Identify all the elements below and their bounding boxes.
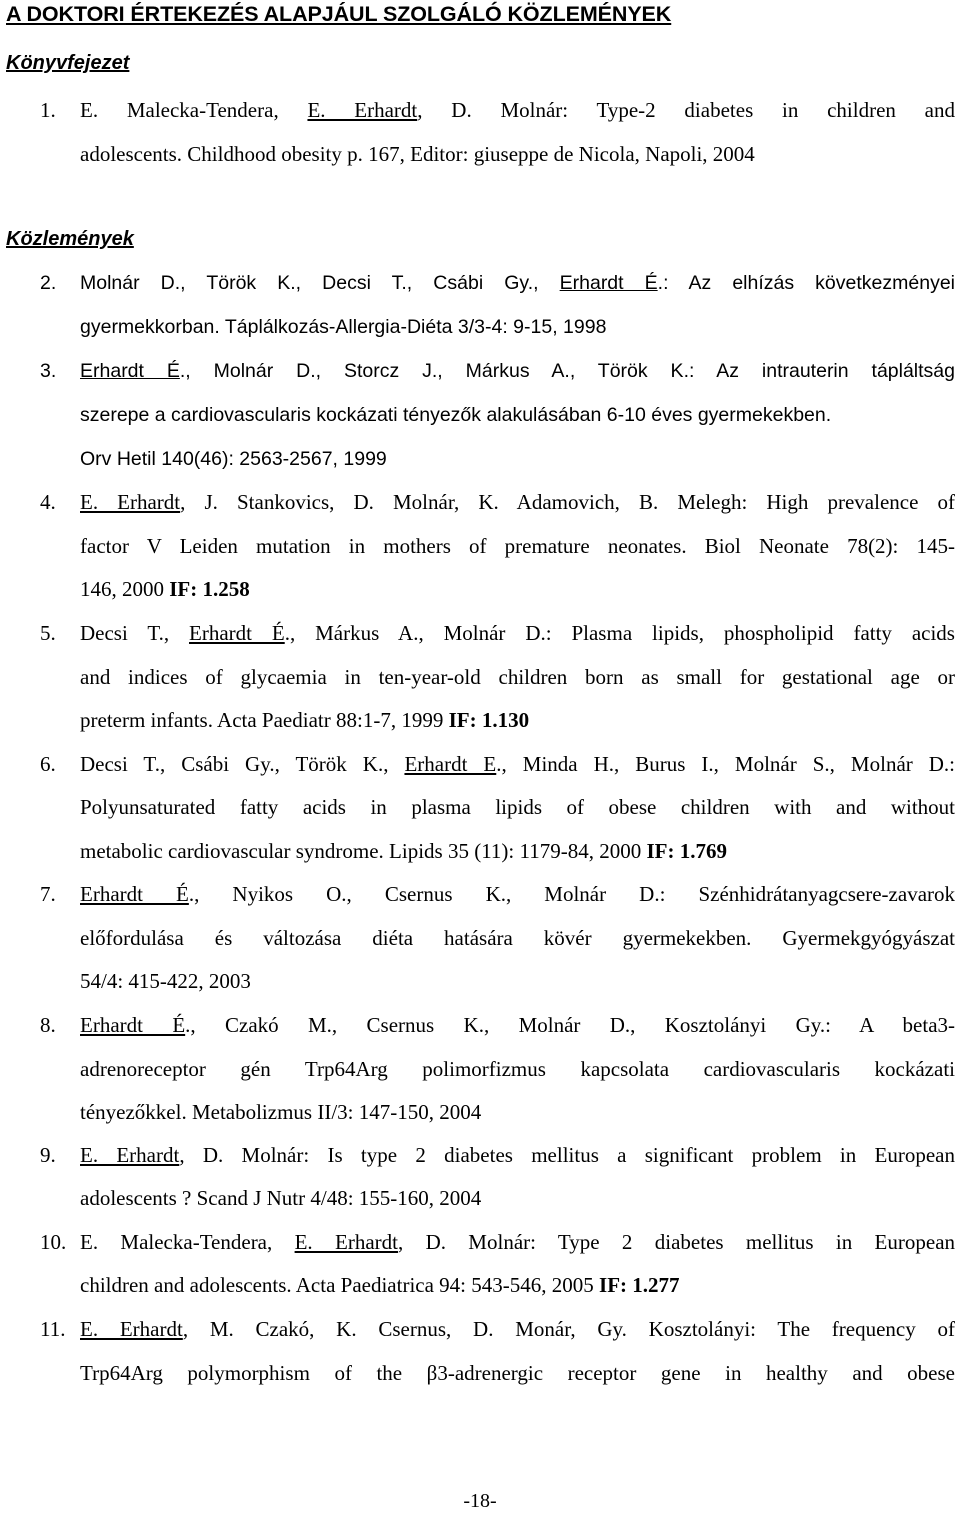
citation-line: E. Erhardt, M. Czakó, K. Csernus, D. Monár, Gy. Kosztolányi: The frequency of [80,1317,955,1341]
citation-line: factor V Leiden mutation in mothers of premature neonates. Biol Neonate 78(2): 145- [80,534,955,558]
author-highlight: Erhardt E [404,752,497,776]
author-highlight: Erhardt É [80,360,180,382]
item-number: 10. [40,1230,67,1254]
impact-factor: IF: 1.277 [599,1273,680,1297]
citation-line: adolescents ? Scand J Nutr 4/48: 155-160, 2004 [80,1186,482,1210]
citation-line: E. Erhardt, J. Stankovics, D. Molnár, K. Adamovich, B. Melegh: High prevalence of [80,490,955,514]
citation-line: E. Malecka-Tendera, E. Erhardt, D. Molnár: Type-2 diabetes in children and [80,98,955,122]
author-highlight: E. Erhardt [80,1143,180,1167]
citation-line: E. Erhardt, D. Molnár: Is type 2 diabetes mellitus a significant problem in European [80,1143,956,1167]
citation-line: Decsi T., Csábi Gy., Török K., Erhardt E., Minda H., Burus I., Molnár S., Molnár D.: [80,752,956,776]
author-highlight: Erhardt É [80,1013,186,1037]
citation-line: Erhardt É., Molnár D., Storcz J., Márkus A., Török K.: Az intrauterin tápláltság [80,360,955,382]
citation-line: Orv Hetil 140(46): 2563-2567, 1999 [80,448,387,470]
citation-line: adrenoreceptor gén Trp64Arg polimorfizmus kapcsolata cardiovascularis kockázati [80,1057,955,1081]
impact-factor: IF: 1.769 [646,839,727,863]
page-number: -18- [463,1490,497,1512]
author-highlight: E. Erhardt [80,1317,183,1341]
citation-line: Trp64Arg polymorphism of the β3-adrenergic receptor gene in healthy and obese [80,1361,955,1385]
section-heading-articles: Közlemények [6,228,134,250]
citation-line: adolescents. Childhood obesity p. 167, Editor: giuseppe de Nicola, Napoli, 2004 [80,142,755,166]
item-number: 7. [40,882,56,906]
author-highlight: E. Erhardt [80,490,181,514]
citation-line: tényezőkkel. Metabolizmus II/3: 147-150, 2004 [80,1100,482,1124]
item-number: 2. [40,272,57,294]
author-highlight: Erhardt É [80,882,189,906]
item-number: 3. [40,360,57,382]
citation-line: 54/4: 415-422, 2003 [80,969,251,993]
citation-line: előfordulása és változása diéta hatására kövér gyermekekben. Gyermekgyógyászat [80,926,955,950]
item-number: 8. [40,1013,56,1037]
section-heading-book-chapter: Könyvfejezet [6,52,130,74]
author-highlight: E. Erhardt [307,98,418,122]
impact-factor: IF: 1.130 [448,708,530,732]
citation-line: szerepe a cardiovascularis kockázati tényezők alakulásában 6-10 éves gyermekekben. [80,404,832,426]
item-number: 11. [40,1317,66,1341]
item-number: 5. [40,621,56,645]
citation-line: Molnár D., Török K., Decsi T., Csábi Gy., Erhardt É.: Az elhízás következményei [80,272,955,294]
citation-line: Erhardt É., Nyikos O., Csernus K., Molnár D.: Szénhidrátanyagcsere-zavarok [80,882,956,906]
author-highlight: Erhardt É [559,272,658,294]
item-number: 1. [40,98,56,122]
citation-line: E. Malecka-Tendera, E. Erhardt, D. Molnár: Type 2 diabetes mellitus in European [80,1230,956,1254]
author-highlight: E. Erhardt [294,1230,398,1254]
citation-line: and indices of glycaemia in ten-year-old children born as small for gestational age or [80,665,955,689]
citation-line: metabolic cardiovascular syndrome. Lipids 35 (11): 1179-84, 2000 IF: 1.769 [80,839,727,863]
citation-line: preterm infants. Acta Paediatr 88:1-7, 1999 IF: 1.130 [80,708,530,732]
item-number: 9. [40,1143,56,1167]
page-heading: A DOKTORI ÉRTEKEZÉS ALAPJÁUL SZOLGÁLÓ KÖZLEMÉNYEK [6,2,672,26]
item-number: 4. [40,490,56,514]
citation-line: children and adolescents. Acta Paediatrica 94: 543-546, 2005 IF: 1.277 [80,1273,680,1297]
citation-line: 146, 2000 IF: 1.258 [80,577,250,601]
citation-line: gyermekkorban. Táplálkozás-Allergia-Diéta 3/3-4: 9-15, 1998 [80,316,607,338]
author-highlight: Erhardt É [189,621,285,645]
citation-line: Decsi T., Erhardt É., Márkus A., Molnár D.: Plasma lipids, phospholipid fatty acids [80,621,955,645]
citation-line: Erhardt É., Czakó M., Csernus K., Molnár D., Kosztolányi Gy.: A beta3- [80,1013,956,1037]
impact-factor: IF: 1.258 [169,577,250,601]
item-number: 6. [40,752,56,776]
citation-line: Polyunsaturated fatty acids in plasma lipids of obese children with and without [80,795,955,819]
